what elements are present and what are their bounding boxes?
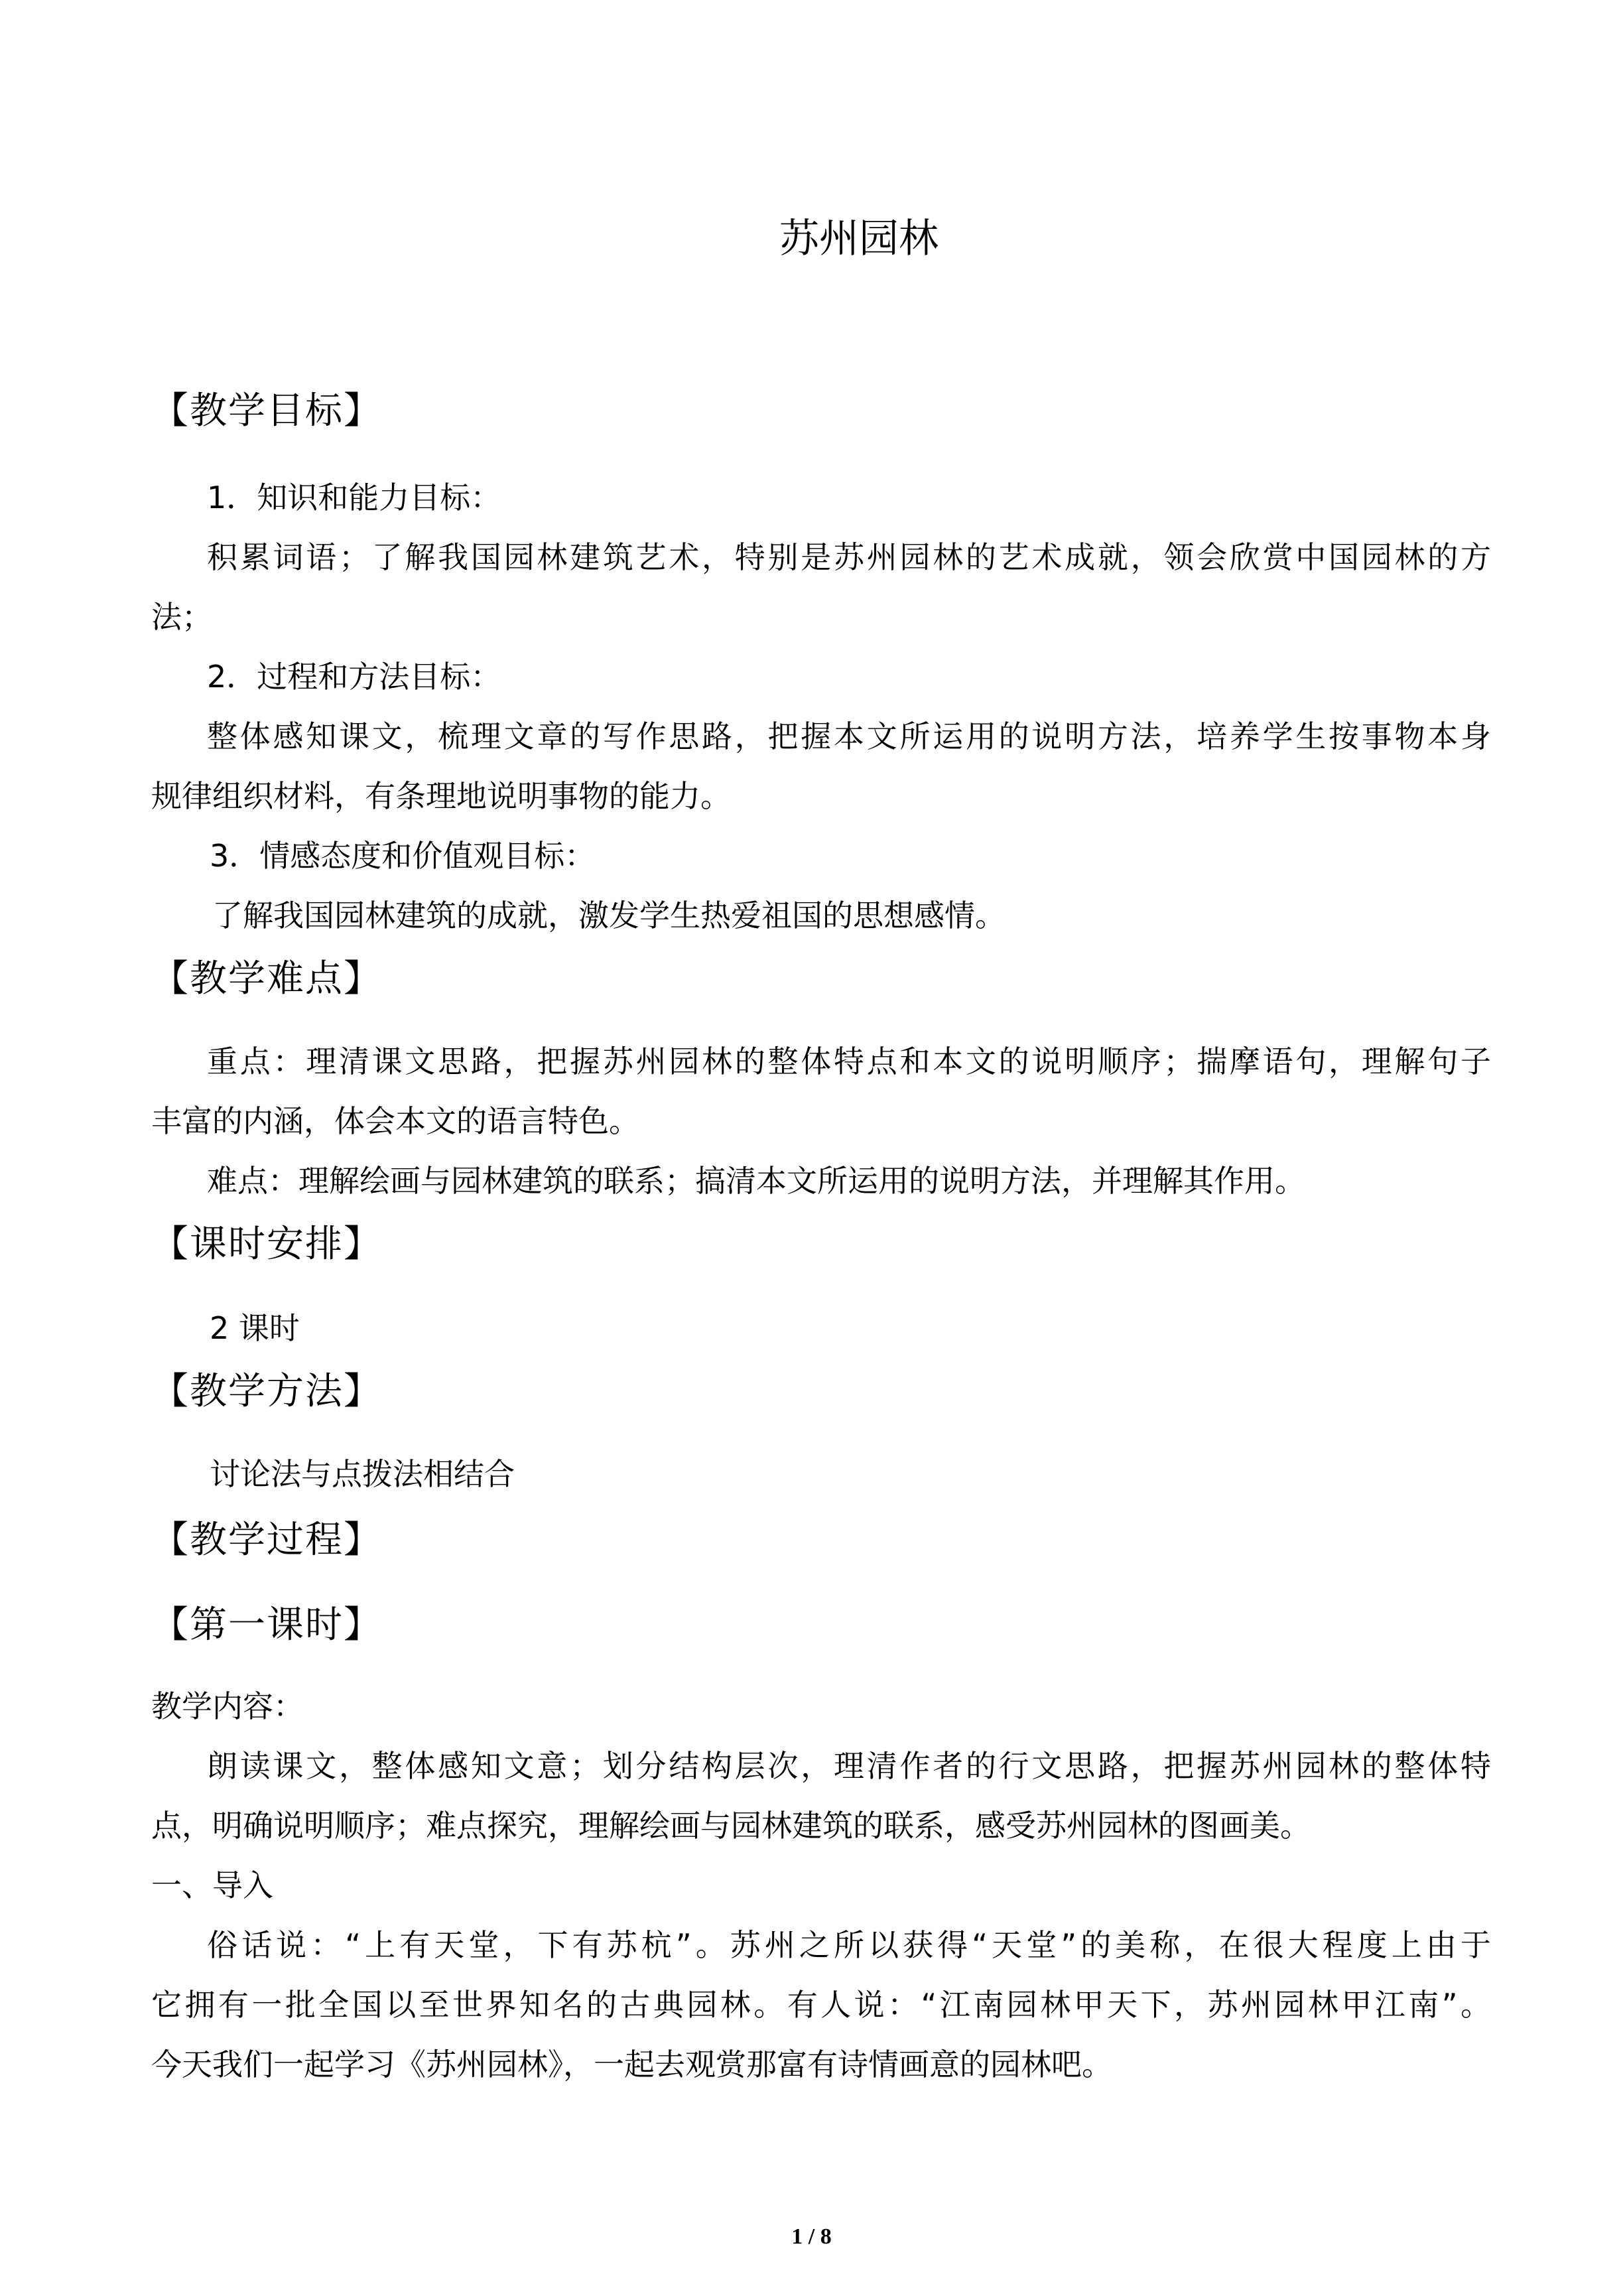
objective-1-line-1: 积累词语；了解我国园林建筑艺术，特别是苏州园林的艺术成就，领会欣赏中国园林的方 bbox=[207, 539, 1491, 575]
section-heading-schedule: 【课时安排】 bbox=[151, 1223, 382, 1266]
lesson-content-label: 教学内容： bbox=[151, 1688, 304, 1724]
lesson-content-line-1: 朗读课文，整体感知文意；划分结构层次，理清作者的行文思路，把握苏州园林的整体特 bbox=[207, 1748, 1491, 1784]
difficult-point-line-1: 难点：理解绘画与园林建筑的联系；搞清本文所运用的说明方法，并理解其作用。 bbox=[207, 1163, 1305, 1199]
intro-line-3: 今天我们一起学习《苏州园林》，一起去观赏那富有诗情画意的园林吧。 bbox=[151, 2047, 1112, 2082]
section-heading-difficulties: 【教学难点】 bbox=[151, 957, 382, 1000]
key-point-line-1: 重点：理清课文思路，把握苏州园林的整体特点和本文的说明顺序；揣摩语句，理解句子 bbox=[207, 1044, 1491, 1079]
section-heading-method: 【教学方法】 bbox=[151, 1370, 382, 1413]
objective-3-line-1: 了解我国园林建筑的成就，激发学生热爱祖国的思想感情。 bbox=[212, 898, 1006, 933]
objective-2-title: 2．过程和方法目标： bbox=[207, 659, 501, 695]
objective-1-title: 1．知识和能力目标： bbox=[207, 480, 501, 515]
schedule-text: 2 课时 bbox=[210, 1310, 300, 1346]
method-text: 讨论法与点拨法相结合 bbox=[210, 1456, 515, 1492]
page-title: 苏州园林 bbox=[779, 216, 939, 262]
objective-2-line-1: 整体感知课文，梳理文章的写作思路，把握本文所运用的说明方法，培养学生按事物本身 bbox=[207, 718, 1491, 754]
page-number: 1 / 8 bbox=[791, 2224, 832, 2249]
section-heading-process: 【教学过程】 bbox=[151, 1519, 382, 1562]
objective-1-line-2: 法； bbox=[151, 599, 212, 635]
objective-2-line-2: 规律组织材料，有条理地说明事物的能力。 bbox=[151, 778, 731, 814]
intro-title: 一、导入 bbox=[151, 1867, 273, 1903]
key-point-line-2: 丰富的内涵，体会本文的语言特色。 bbox=[151, 1103, 639, 1139]
objective-3-title: 3．情感态度和价值观目标： bbox=[210, 838, 596, 874]
section-heading-lesson-1: 【第一课时】 bbox=[151, 1603, 382, 1647]
intro-line-2: 它拥有一批全国以至世界知名的古典园林。有人说：“江南园林甲天下，苏州园林甲江南”。 bbox=[151, 1987, 1491, 2023]
intro-line-1: 俗话说：“上有天堂，下有苏杭”。苏州之所以获得“天堂”的美称，在很大程度上由于 bbox=[207, 1927, 1491, 1963]
section-heading-objectives: 【教学目标】 bbox=[151, 389, 382, 433]
lesson-content-line-2: 点，明确说明顺序；难点探究，理解绘画与园林建筑的联系，感受苏州园林的图画美。 bbox=[151, 1808, 1311, 1844]
